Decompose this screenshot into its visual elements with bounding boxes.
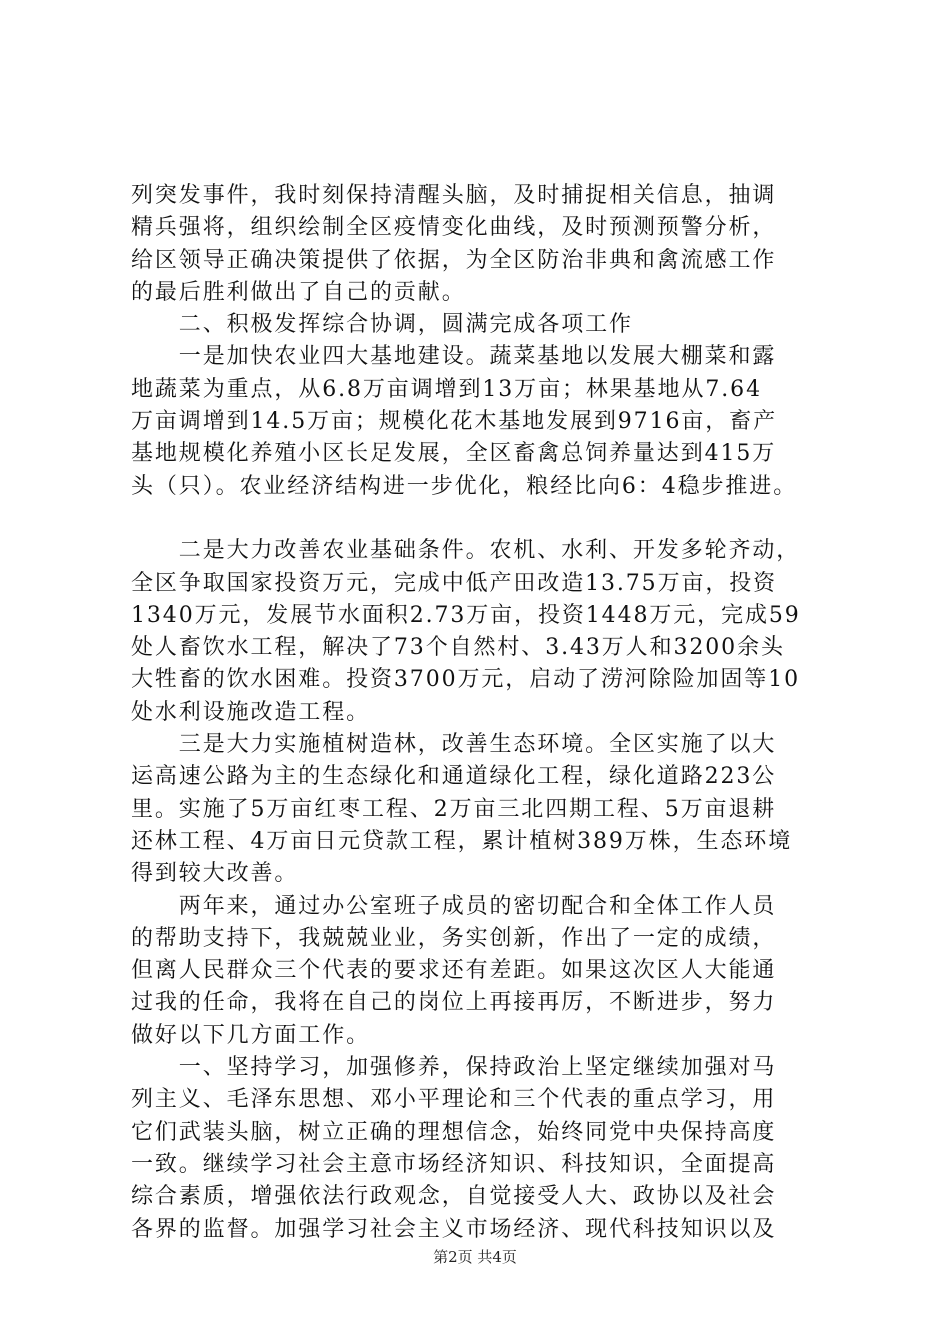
page-number-footer: 第2页 共4页	[433, 1248, 517, 1266]
text-line: 大牲畜的饮水困难。投资3700万元，启动了涝河除险加固等10	[131, 667, 800, 693]
text-line: 各界的监督。加强学习社会主义市场经济、现代科技知识以及	[131, 1216, 777, 1242]
text-line: 基地规模化养殖小区长足发展，全区畜禽总饲养量达到415万	[131, 441, 777, 467]
text-line: 万亩调增到14.5万亩；规模化花木基地发展到9716亩，畜产	[131, 409, 777, 435]
text-line: 1340万元，发展节水面积2.73万亩，投资1448万元，完成59	[131, 602, 801, 628]
text-line: 三是大力实施植树造林，改善生态环境。全区实施了以大	[131, 732, 777, 758]
text-line: 过我的任命，我将在自己的岗位上再接再厉，不断进步，努力	[131, 990, 777, 1016]
text-line: 一、坚持学习，加强修养，保持政治上坚定继续加强对马	[131, 1055, 777, 1081]
text-line: 一致。继续学习社会主意市场经济知识、科技知识，全面提高	[131, 1151, 777, 1177]
text-line: 两年来，通过办公室班子成员的密切配合和全体工作人员	[131, 893, 777, 919]
text-line: 列突发事件，我时刻保持清醒头脑，及时捕捉相关信息，抽调	[131, 183, 777, 208]
text-line: 的最后胜利做出了自己的贡献。	[131, 279, 466, 305]
text-line: 还林工程、4万亩日元贷款工程，累计植树389万株，生态环境	[131, 828, 793, 854]
text-line: 做好以下几方面工作。	[131, 1022, 371, 1048]
text-line: 但离人民群众三个代表的要求还有差距。如果这次区人大能通	[131, 958, 777, 984]
text-line: 处人畜饮水工程，解决了73个自然村、3.43万人和3200余头	[131, 635, 785, 661]
text-line: 得到较大改善。	[131, 861, 299, 887]
text-line: 运高速公路为主的生态绿化和通道绿化工程，绿化道路223公	[131, 764, 777, 790]
text-line: 地蔬菜为重点，从6.8万亩调增到13万亩；林果基地从7.64	[131, 376, 762, 402]
text-line: 精兵强将，组织绘制全区疫情变化曲线，及时预测预警分析，	[131, 215, 777, 241]
text-line: 综合素质，增强依法行政观念，自觉接受人大、政协以及社会	[131, 1184, 777, 1210]
text-line: 处水利设施改造工程。	[131, 699, 371, 725]
document-body	[131, 180, 831, 1246]
text-line: 头（只）。农业经济结构进一步优化，粮经比向6：4稳步推进。	[131, 473, 798, 499]
text-line: 的帮助支持下，我兢兢业业，务实创新，作出了一定的成绩，	[131, 925, 777, 951]
text-line: 列主义、毛泽东思想、邓小平理论和三个代表的重点学习，用	[131, 1087, 777, 1113]
text-line: 里。实施了5万亩红枣工程、2万亩三北四期工程、5万亩退耕	[131, 796, 777, 822]
text-line: 二是大力改善农业基础条件。农机、水利、开发多轮齐动，	[131, 538, 801, 564]
text-line: 它们武装头脑，树立正确的理想信念，始终同党中央保持高度	[131, 1119, 777, 1145]
text-line: 一是加快农业四大基地建设。蔬菜基地以发展大棚菜和露	[131, 344, 777, 370]
text-line: 给区领导正确决策提供了依据，为全区防治非典和禽流感工作	[131, 247, 777, 273]
blank-line	[131, 503, 831, 535]
text-line: 二、积极发挥综合协调，圆满完成各项工作	[131, 312, 633, 338]
text-line: 全区争取国家投资万元，完成中低产田改造13.75万亩，投资	[131, 570, 778, 596]
